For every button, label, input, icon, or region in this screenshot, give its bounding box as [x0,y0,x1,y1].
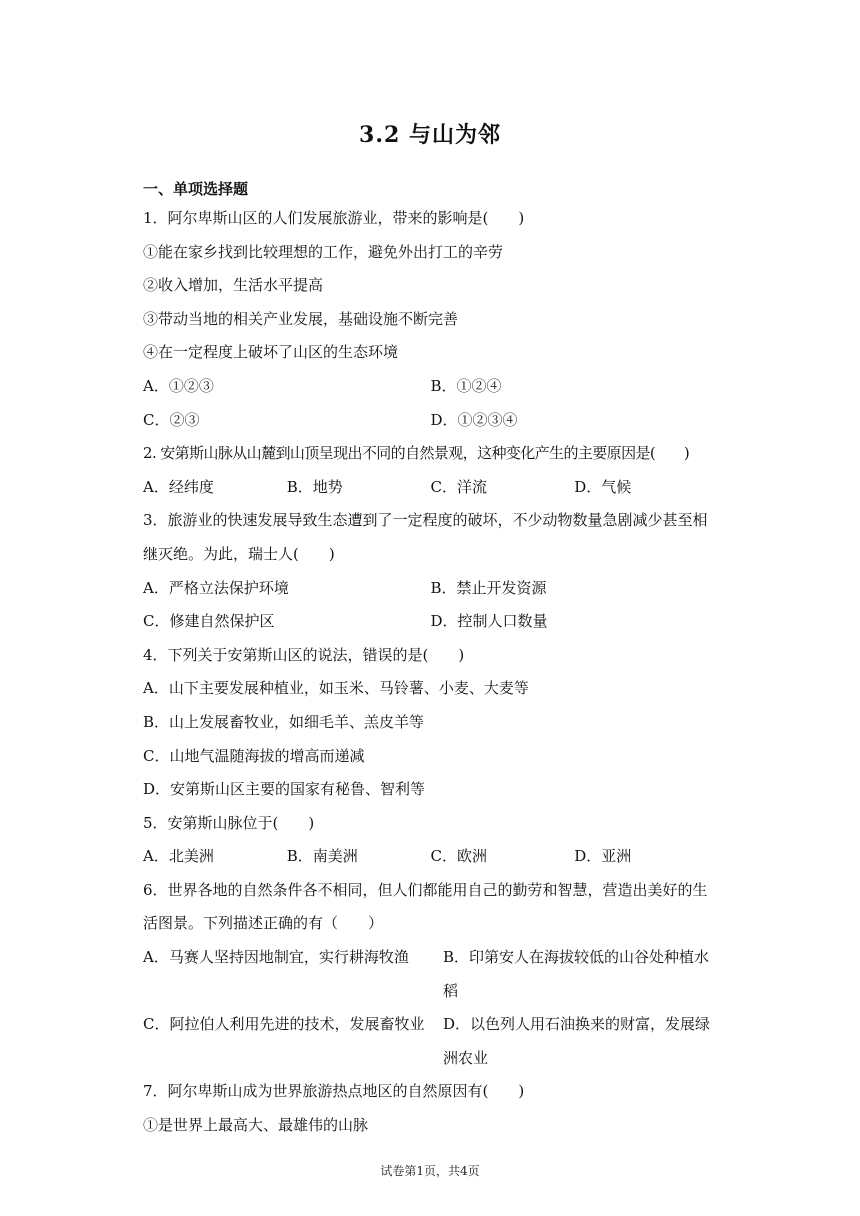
question-1-options-row-1 [143,370,718,404]
question-3-options-row-1 [143,572,718,606]
question-3-option-d: D．控制人口数量 [430,612,548,631]
question-3-option-a: A．严格立法保护环境 [143,578,289,597]
question-2-option-d: D．气候 [574,477,632,496]
question-5-option-b: B．南美洲 [286,847,358,866]
question-list [143,176,718,1143]
question-6-option-b: B．印第安人在海拔较低的山谷处种植水稻 [443,948,710,1000]
question-4-option-d: D．安第斯山区主要的国家有秘鲁、智利等 [143,780,426,799]
question-7-item-1: ①是世界上最高大、最雄伟的山脉 [143,1116,369,1135]
question-1-option-b: B．①②④ [430,376,502,395]
question-4-option-a: A．山下主要发展种植业，如玉米、马铃薯、小麦、大麦等 [143,679,529,698]
question-7-stem: 7．阿尔卑斯山成为世界旅游热点地区的自然原因有( ) [143,1082,525,1101]
question-1-item-1: ①能在家乡找到比较理想的工作，避免外出打工的辛劳 [143,242,504,261]
section-heading: 一、单项选择题 [143,180,249,198]
question-6-options-row-1 [143,941,718,1008]
question-1-option-d: D．①②③④ [430,410,518,429]
question-4-stem: 4．下列关于安第斯山区的说法，错误的是( ) [143,645,465,664]
question-6-option-d: D．以色列人用石油换来的财富，发展绿洲农业 [443,1015,711,1067]
question-2-option-c: C．洋流 [430,477,487,496]
page-title: 3.2 与山为邻 [359,122,501,148]
question-4-option-b: B．山上发展畜牧业，如细毛羊、羔皮羊等 [143,712,425,731]
question-1-stem: 1．阿尔卑斯山区的人们发展旅游业，带来的影响是( ) [143,209,525,227]
question-3-stem: 3．旅游业的快速发展导致生态遭到了一定程度的破坏，不少动物数量急剧减少甚至相继灭绝。为此，瑞士人( ) [143,511,708,563]
question-5-option-c: C．欧洲 [430,847,487,866]
question-5-option-a: A．北美洲 [143,847,214,866]
question-6-stem: 6．世界各地的自然条件各不相同，但人们都能用自己的勤劳和智慧，营造出美好的生活图景。下列描述正确的有（ ） [143,880,708,933]
page-footer: 试卷第1页，共4页 [380,1164,480,1178]
question-5-stem: 5．安第斯山脉位于( ) [143,813,315,832]
question-1-item-4: ④在一定程度上破坏了山区的生态环境 [143,343,399,362]
question-6-option-c: C．阿拉伯人利用先进的技术，发展畜牧业 [143,1015,425,1034]
question-1-options-row-2 [143,404,718,438]
question-2-option-b: B．地势 [286,477,343,496]
question-1-item-2: ②收入增加，生活水平提高 [143,276,324,295]
question-3-option-b: B．禁止开发资源 [430,578,547,597]
question-1-option-c: C．②③ [143,410,200,429]
question-2-option-a: A．经纬度 [143,477,214,496]
question-6-options-row-2 [143,1008,718,1075]
question-5-option-d: D．亚洲 [574,847,632,866]
question-4-option-c: C．山地气温随海拔的增高而递减 [143,746,365,765]
question-3-options-row-2 [143,605,718,639]
question-1-option-a: A．①②③ [143,376,214,395]
question-2-stem: 2. 安第斯山脉从山麓到山顶呈现出不同的自然景观，这种变化产生的主要原因是( ) [143,444,690,463]
question-6-option-a: A．马赛人坚持因地制宜，实行耕海牧渔 [143,948,409,967]
question-2-options [143,471,718,505]
question-3-option-c: C．修建自然保护区 [143,612,275,631]
question-1-item-3: ③带动当地的相关产业发展，基础设施不断完善 [143,309,459,328]
question-5-options [143,840,718,874]
